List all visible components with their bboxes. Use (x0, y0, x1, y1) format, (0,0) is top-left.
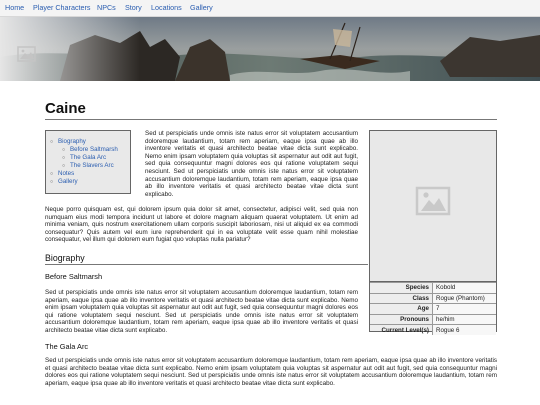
toc-item-before-saltmarsh[interactable]: ○ Before Saltmarsh (70, 146, 118, 154)
page-title: Caine (45, 100, 86, 117)
nav-link-npcs[interactable]: NPCs (97, 3, 116, 12)
banner-painting (0, 17, 540, 81)
toc-item-gala-arc[interactable]: ○ The Gala Arc (70, 154, 106, 162)
biography-heading: Biography (45, 253, 85, 263)
title-divider (45, 119, 497, 120)
infobox-value: Rogue 6 (433, 325, 497, 335)
toc-item-gallery[interactable]: ○ Gallery (58, 178, 78, 186)
infobox-key: Age (370, 304, 433, 315)
infobox-row-age (370, 304, 496, 315)
infobox-row-current-level (370, 325, 496, 335)
nav-link-home[interactable]: Home (5, 3, 25, 12)
before-saltmarsh-heading: Before Saltmarsh (45, 272, 103, 281)
image-placeholder-icon (370, 131, 496, 281)
gala-arc-text: Sed ut perspiciatis unde omnis iste natus error sit voluptatem accusantium doloremque laudantium, totam rem aperiam, eaque ipsa quae ab illo inventore veritatis et quasi architecto beatae vitae dicta sunt explicabo. Nemo enim ipsam voluptatem quia voluptas sit aspernatur aut odit aut fugit, sed quia consequuntur magni dolores eos qui ratione voluptatem sequi nesciunt. Sed ut perspiciatis unde omnis iste natus error sit voluptatem accusantium doloremque laudantium, totam rem aperiam, eaque ipsa quae ab illo inventore veritatis et quasi architecto beatae vitae dicta sunt explicabo. (45, 357, 497, 387)
infobox-row-pronouns (370, 314, 496, 325)
infobox-row-species (370, 283, 496, 294)
infobox-value: Rogue (Phantom) (433, 293, 497, 304)
intro-paragraph-2: Neque porro quisquam est, qui dolorem ipsum quia dolor sit amet, consectetur, adipisci velit, sed quia non numquam eius modi tempora incidunt ut labore et dolore magnam aliquam quaerat voluptatem. Ut enim ad minima veniam, quis nostrum exercitationem ullam corporis suscipit laboriosam, nisi ut aliquid ex ea commodi consequatur? Quis autem vel eum iure reprehenderit qui in ea voluptate velit esse quam nihil molestiae consequatur, vel illum qui dolorem eum fugiat quo voluptas nulla pariatur? (45, 206, 358, 244)
infobox-key: Class (370, 293, 433, 304)
toc-item-biography[interactable]: ○ Biography (58, 138, 86, 146)
infobox-value: he/him (433, 314, 497, 325)
nav-link-story[interactable]: Story (125, 3, 142, 12)
biography-divider (45, 264, 368, 265)
toc-item-slavers-arc[interactable]: ○ The Slavers Arc (70, 162, 114, 170)
nav-link-gallery[interactable]: Gallery (190, 3, 213, 12)
character-infobox (369, 130, 497, 332)
intro-paragraph-1: Sed ut perspiciatis unde omnis iste natus error sit voluptatem accusantium doloremque laudantium, totam rem aperiam, eaque ipsa quae ab illo inventore veritatis et quasi architecto beatae vitae dicta sunt explicabo. Nemo enim ipsam voluptatem quia voluptas sit aspernatur aut odit aut fugit, sed quia consequuntur magni dolores eos qui ratione voluptatem sequi nesciunt. Sed ut perspiciatis unde omnis iste natus error sit voluptatem accusantium doloremque laudantium, totam rem aperiam, eaque ipsa quae ab illo inventore veritatis et quasi architecto beatae vitae dicta sunt explicabo. (145, 130, 358, 198)
nav-link-locations[interactable]: Locations (151, 3, 182, 12)
before-saltmarsh-text: Sed ut perspiciatis unde omnis iste natus error sit voluptatem accusantium doloremque laudantium, totam rem aperiam, eaque ipsa quae ab illo inventore veritatis et quasi architecto beatae vitae dicta sunt explicabo. Nemo enim ipsam voluptatem quia voluptas sit aspernatur aut odit aut fugit, sed quia consequuntur magni dolores eos qui ratione voluptatem sequi nesciunt. Sed ut perspiciatis unde omnis iste natus error sit voluptatem accusantium doloremque laudantium, totam rem aperiam, eaque ipsa quae ab illo inventore veritatis et quasi architecto beatae vitae dicta sunt explicabo. (45, 289, 358, 334)
infobox-table (370, 282, 496, 335)
toc-item-notes[interactable]: ○ Notes (58, 170, 74, 178)
infobox-value: Kobold (433, 283, 497, 294)
infobox-key: Species (370, 283, 433, 294)
infobox-row-class (370, 293, 496, 304)
infobox-key: Current Level(s) (370, 325, 433, 335)
character-portrait-placeholder (370, 131, 496, 282)
nav-link-player-characters[interactable]: Player Characters (33, 3, 91, 12)
gala-arc-heading: The Gala Arc (45, 342, 89, 351)
infobox-value: 7 (433, 304, 497, 315)
top-nav (0, 0, 540, 17)
table-of-contents (45, 130, 131, 194)
banner-image (0, 17, 540, 81)
infobox-key: Pronouns (370, 314, 433, 325)
